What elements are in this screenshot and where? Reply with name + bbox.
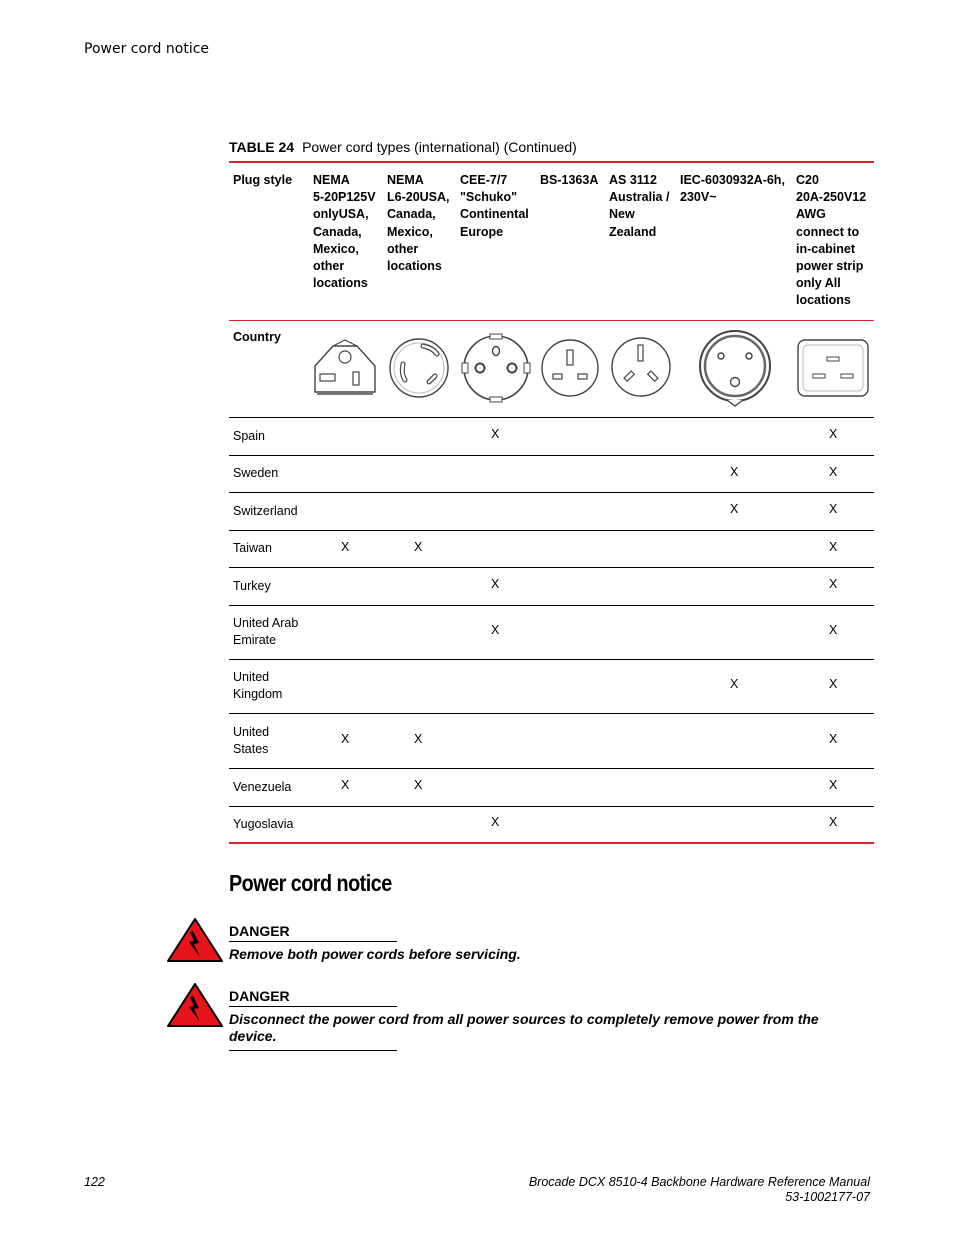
page-number: 122 [84,1175,105,1189]
row-rule [229,806,874,807]
danger-electric-icon [166,982,224,1028]
mark-cell: X [730,502,739,516]
country-cell: United Arab Emirate [233,616,299,647]
header-cee-7-7: CEE-7/7 "Schuko" Continental Europe [460,173,529,239]
country-cell: Sweden [233,466,279,480]
mark-cell: X [829,677,838,691]
country-cell: United Kingdom [233,670,283,701]
mark-cell: X [341,778,350,792]
row-rule [229,417,874,418]
mark-cell: X [491,427,500,441]
country-header: Country [233,330,281,344]
row-rule [229,659,874,660]
header-as-3112: AS 3112 Australia / New Zealand [609,173,670,239]
mark-cell: X [414,539,423,554]
danger-electric-icon [166,917,224,963]
mark-cell: X [829,577,838,591]
table-caption [229,139,577,155]
doc-number: 53-1002177-07 [785,1190,870,1204]
header-divider-rule [229,320,874,321]
header-bs-1363a: BS-1363A [540,173,599,187]
danger-label: DANGER [229,988,290,1004]
danger-text: Remove both power cords before servicing. [229,946,521,962]
mark-cell: X [829,815,838,829]
mark-cell: X [829,623,838,637]
mark-cell: X [829,731,838,746]
mark-cell: X [414,731,423,746]
danger-rule [229,1006,397,1007]
nema-l6-20-plug-icon [387,336,451,400]
country-cell: Taiwan [233,541,272,555]
header-plug-style: Plug style [233,173,293,187]
row-rule [229,713,874,714]
row-rule [229,492,874,493]
country-cell: Venezuela [233,779,292,794]
manual-title: Brocade DCX 8510-4 Backbone Hardware Reference Manual [528,1175,870,1189]
running-head: Power cord notice [84,41,210,57]
header-c20: C20 20A-250V12 AWG connect to in-cabinet power strip only All locations [796,173,867,308]
section-title: Power cord notice [229,870,392,896]
danger-rule [229,1050,397,1051]
table-caption-text: Power cord types (international) (Continued) [302,139,577,155]
iec-60309-plug-icon [697,328,773,408]
mark-cell: X [730,677,739,691]
country-cell: Yugoslavia [233,816,294,831]
cee-7-7-schuko-plug-icon [460,332,532,404]
mark-cell: X [829,427,838,441]
mark-cell: X [491,623,500,637]
mark-cell: X [341,539,350,554]
row-rule [229,455,874,456]
table-top-rule [229,161,874,163]
country-cell: Spain [233,428,265,443]
danger-text: Disconnect the power cord from all power sources to completely remove power from the device. [229,1011,819,1044]
country-cell: United States [233,724,270,756]
table-bottom-rule [229,842,874,844]
mark-cell: X [341,731,350,746]
header-iec-60309: IEC-6030932A-6h, 230V~ [680,173,785,205]
danger-rule [229,941,397,942]
country-cell: Switzerland [233,503,298,518]
mark-cell: X [829,539,838,554]
mark-cell: X [829,502,838,516]
row-rule [229,567,874,568]
row-rule [229,768,874,769]
mark-cell: X [491,815,500,829]
table-label: TABLE 24 [229,139,295,155]
header-nema-5-20p: NEMA 5-20P125V onlyUSA, Canada, Mexico, other locations [313,173,376,291]
as-3112-plug-icon [610,336,672,398]
mark-cell: X [414,778,423,792]
mark-cell: X [829,464,838,479]
mark-cell: X [730,464,739,479]
country-cell: Turkey [233,578,271,593]
row-rule [229,605,874,606]
c20-plug-icon [796,338,870,398]
header-nema-l6-20: NEMA L6-20USA, Canada, Mexico, other locations [387,173,450,274]
row-rule [229,530,874,531]
danger-label: DANGER [229,923,290,939]
bs-1363a-plug-icon [540,338,600,398]
mark-cell: X [491,577,500,591]
nema-5-20p-plug-icon [311,338,379,398]
mark-cell: X [829,778,838,792]
